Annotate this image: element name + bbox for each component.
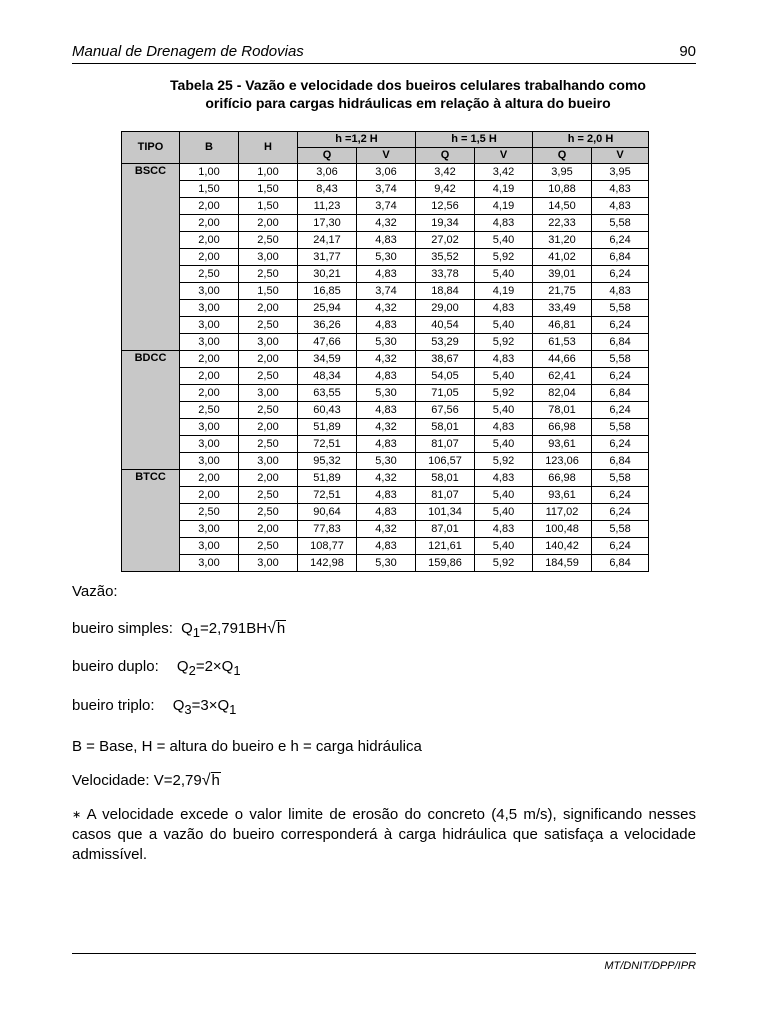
table-cell: 1,00 [239, 164, 298, 181]
table-cell: 4,32 [357, 351, 416, 368]
table-cell: 4,19 [475, 283, 533, 300]
table-cell: 4,83 [357, 504, 416, 521]
group-header-1-5h: h = 1,5 H [416, 132, 533, 148]
table-cell: 5,58 [592, 419, 649, 436]
table-cell: 3,06 [357, 164, 416, 181]
table-cell: 6,24 [592, 402, 649, 419]
asterisk-icon: ∗ [72, 809, 82, 821]
formula-duplo-expr [176, 658, 241, 678]
table-cell: 2,50 [239, 436, 298, 453]
table-cell: 6,84 [592, 385, 649, 402]
table-cell: 4,83 [475, 215, 533, 232]
table-cell: 14,50 [533, 198, 592, 215]
table-row [122, 334, 649, 351]
formula-duplo [72, 657, 241, 681]
formula-simples-expr [181, 620, 286, 640]
table-row [122, 453, 649, 470]
table-cell: 47,66 [298, 334, 357, 351]
formula-velocidade [72, 771, 221, 791]
formula-duplo-label: bueiro duplo: [72, 658, 159, 675]
col-header-tipo: TIPO [122, 132, 180, 164]
table-cell: 6,24 [592, 232, 649, 249]
table-cell: 4,83 [592, 283, 649, 300]
table-cell: 54,05 [416, 368, 475, 385]
table-cell: 4,19 [475, 181, 533, 198]
sub-header-v: V [357, 148, 416, 164]
table-cell: 5,92 [475, 249, 533, 266]
table-cell: 5,40 [475, 317, 533, 334]
table-cell: 3,95 [592, 164, 649, 181]
table-cell: 2,50 [239, 538, 298, 555]
sqrt-symbol: √h [267, 620, 286, 637]
table-cell: 5,40 [475, 368, 533, 385]
table-cell: 40,54 [416, 317, 475, 334]
table-row [122, 419, 649, 436]
table-cell: 4,83 [357, 368, 416, 385]
table-row [122, 521, 649, 538]
table-cell: 5,58 [592, 215, 649, 232]
table-cell: 72,51 [298, 487, 357, 504]
sqrt-symbol: √h [201, 772, 220, 789]
table-cell: 10,88 [533, 181, 592, 198]
table-cell: 95,32 [298, 453, 357, 470]
table-row [122, 385, 649, 402]
table-body [122, 164, 649, 572]
table-cell: 106,57 [416, 453, 475, 470]
table-cell: 39,01 [533, 266, 592, 283]
table-cell: 2,00 [180, 487, 239, 504]
table-cell: 4,83 [357, 402, 416, 419]
table-cell: 4,32 [357, 419, 416, 436]
table-cell: 6,24 [592, 317, 649, 334]
table-cell: 46,81 [533, 317, 592, 334]
table-cell: 3,00 [239, 453, 298, 470]
table-cell: 1,50 [180, 181, 239, 198]
table-cell: 123,06 [533, 453, 592, 470]
table-cell: 81,07 [416, 487, 475, 504]
table-cell: 93,61 [533, 487, 592, 504]
table-cell: 6,24 [592, 436, 649, 453]
table-cell: 6,84 [592, 555, 649, 572]
table-cell: 140,42 [533, 538, 592, 555]
table-row [122, 504, 649, 521]
table-cell: 24,17 [298, 232, 357, 249]
table-cell: 4,83 [357, 436, 416, 453]
table-cell: 11,23 [298, 198, 357, 215]
table-cell: 51,89 [298, 470, 357, 487]
footer-label: MT/DNIT/DPP/IPR [604, 960, 696, 972]
table-cell: 4,83 [357, 487, 416, 504]
table-cell: 101,34 [416, 504, 475, 521]
table-row [122, 436, 649, 453]
table-cell: 2,50 [239, 232, 298, 249]
table-cell: 2,00 [239, 521, 298, 538]
table-cell: 5,58 [592, 470, 649, 487]
table-cell: 2,00 [239, 419, 298, 436]
formula-simples-lhs: Q [181, 620, 193, 637]
table-cell: 4,83 [475, 351, 533, 368]
table-cell: 25,94 [298, 300, 357, 317]
formula-triplo-rhs: =3×Q [191, 697, 230, 714]
table-cell: 87,01 [416, 521, 475, 538]
table-row [122, 198, 649, 215]
velocity-note-text: A velocidade excede o valor limite de erosão do concreto (4,5 m/s), significando nesses casos que a vazão do bueiro corresponderá à carga hidráulica que satisfaça a velocidade admissível. [72, 806, 697, 863]
table-cell: 4,83 [357, 232, 416, 249]
table-cell: 6,84 [592, 453, 649, 470]
table-cell: 35,52 [416, 249, 475, 266]
table-cell: 3,00 [180, 453, 239, 470]
table-cell: 17,30 [298, 215, 357, 232]
table-cell: 18,84 [416, 283, 475, 300]
table-cell: 4,83 [475, 470, 533, 487]
group-header-1-2h: h =1,2 H [298, 132, 416, 148]
table-cell: 142,98 [298, 555, 357, 572]
formula-triplo-label: bueiro triplo: [72, 697, 155, 714]
table-cell: 4,83 [475, 300, 533, 317]
table-cell: 61,53 [533, 334, 592, 351]
table-cell: 5,92 [475, 334, 533, 351]
table-cell: 38,67 [416, 351, 475, 368]
culvert-type-cell: BSCC [122, 164, 180, 351]
table-cell: 4,32 [357, 215, 416, 232]
table-cell: 3,74 [357, 181, 416, 198]
table-cell: 82,04 [533, 385, 592, 402]
table-cell: 4,32 [357, 521, 416, 538]
table-cell: 58,01 [416, 419, 475, 436]
formula-duplo-lhs: Q [176, 658, 189, 675]
table-cell: 159,86 [416, 555, 475, 572]
table-caption [130, 76, 686, 112]
col-header-b: B [180, 132, 239, 164]
table-row [122, 402, 649, 419]
table-row [122, 555, 649, 572]
table-cell: 2,00 [180, 232, 239, 249]
table-cell: 5,40 [475, 232, 533, 249]
table-cell: 5,30 [357, 385, 416, 402]
table-cell: 4,32 [357, 300, 416, 317]
formula-velocidade-label: Velocidade: [72, 772, 150, 789]
table-cell: 5,58 [592, 521, 649, 538]
table-cell: 2,00 [180, 249, 239, 266]
table-cell: 4,83 [475, 521, 533, 538]
table-cell: 78,01 [533, 402, 592, 419]
velocity-note [72, 805, 696, 865]
table-cell: 3,95 [533, 164, 592, 181]
table-cell: 5,40 [475, 402, 533, 419]
table-cell: 3,00 [180, 334, 239, 351]
table-cell: 6,24 [592, 538, 649, 555]
table-row [122, 300, 649, 317]
formula-simples-root: h [276, 620, 286, 637]
vazao-label: Vazão: [72, 583, 118, 600]
table-cell: 2,50 [180, 402, 239, 419]
formula-velocidade-rhs: V=2,79 [153, 772, 202, 789]
table-cell: 4,83 [357, 266, 416, 283]
table-cell: 2,50 [239, 402, 298, 419]
table-cell: 93,61 [533, 436, 592, 453]
table-row [122, 181, 649, 198]
table-cell: 3,00 [239, 249, 298, 266]
table-cell: 5,40 [475, 436, 533, 453]
table-cell: 5,30 [357, 453, 416, 470]
table-cell: 4,83 [475, 419, 533, 436]
table-cell: 5,92 [475, 555, 533, 572]
table-cell: 2,00 [180, 215, 239, 232]
table-cell: 58,01 [416, 470, 475, 487]
table-row [122, 164, 649, 181]
caption-line-2: orifício para cargas hidráulicas em relação à altura do bueiro [205, 95, 611, 111]
formula-triplo-expr [172, 697, 237, 717]
table-cell: 3,42 [416, 164, 475, 181]
table-cell: 5,40 [475, 266, 533, 283]
table-cell: 3,00 [239, 385, 298, 402]
table-cell: 2,50 [239, 317, 298, 334]
culvert-type-cell: BTCC [122, 470, 180, 572]
formula-triplo-rhs-sub: 1 [229, 702, 237, 717]
table-cell: 27,02 [416, 232, 475, 249]
table-cell: 63,55 [298, 385, 357, 402]
table-cell: 4,83 [357, 538, 416, 555]
table-cell: 22,33 [533, 215, 592, 232]
sub-header-v: V [592, 148, 649, 164]
formula-triplo [72, 696, 236, 720]
table-row [122, 368, 649, 385]
table-cell: 6,84 [592, 334, 649, 351]
table-row [122, 283, 649, 300]
table-cell: 5,92 [475, 453, 533, 470]
table-cell: 1,50 [239, 198, 298, 215]
table-cell: 1,00 [180, 164, 239, 181]
table-cell: 3,42 [475, 164, 533, 181]
table-cell: 5,40 [475, 487, 533, 504]
table-cell: 29,00 [416, 300, 475, 317]
formula-triplo-lhs: Q [172, 697, 185, 714]
table-row [122, 538, 649, 555]
table-cell: 6,24 [592, 368, 649, 385]
table-cell: 3,00 [180, 538, 239, 555]
table-cell: 8,43 [298, 181, 357, 198]
table-cell: 121,61 [416, 538, 475, 555]
table-cell: 3,06 [298, 164, 357, 181]
table-cell: 67,56 [416, 402, 475, 419]
table-cell: 2,50 [239, 487, 298, 504]
table-row [122, 266, 649, 283]
caption-line-1: Tabela 25 - Vazão e velocidade dos bueiros celulares trabalhando como [170, 77, 646, 93]
table-cell: 44,66 [533, 351, 592, 368]
table-cell: 2,00 [180, 470, 239, 487]
table-cell: 2,00 [180, 351, 239, 368]
table-row [122, 470, 649, 487]
page-number: 90 [679, 43, 696, 60]
table-cell: 2,50 [180, 266, 239, 283]
table-cell: 4,83 [357, 317, 416, 334]
table-cell: 184,59 [533, 555, 592, 572]
table-row [122, 215, 649, 232]
table-cell: 4,32 [357, 470, 416, 487]
table-cell: 77,83 [298, 521, 357, 538]
table-cell: 33,78 [416, 266, 475, 283]
table-cell: 108,77 [298, 538, 357, 555]
formula-triplo-sub: 3 [184, 702, 192, 717]
table-cell: 4,83 [592, 198, 649, 215]
table-cell: 16,85 [298, 283, 357, 300]
table-cell: 6,84 [592, 249, 649, 266]
formula-duplo-rhs: =2×Q [195, 658, 234, 675]
table-cell: 6,24 [592, 504, 649, 521]
table-cell: 66,98 [533, 419, 592, 436]
table-cell: 3,00 [180, 521, 239, 538]
table-row [122, 249, 649, 266]
table-cell: 2,50 [239, 368, 298, 385]
table-cell: 9,42 [416, 181, 475, 198]
table-cell: 2,00 [239, 215, 298, 232]
table-row [122, 317, 649, 334]
table-cell: 3,00 [180, 436, 239, 453]
table-cell: 5,58 [592, 300, 649, 317]
table-cell: 51,89 [298, 419, 357, 436]
table-cell: 2,00 [239, 300, 298, 317]
table-cell: 19,34 [416, 215, 475, 232]
table-cell: 100,48 [533, 521, 592, 538]
table-cell: 5,58 [592, 351, 649, 368]
table-cell: 3,00 [180, 283, 239, 300]
table-cell: 34,59 [298, 351, 357, 368]
table-cell: 33,49 [533, 300, 592, 317]
table-cell: 62,41 [533, 368, 592, 385]
table-cell: 3,00 [180, 419, 239, 436]
table-cell: 3,00 [180, 300, 239, 317]
table-cell: 30,21 [298, 266, 357, 283]
table-cell: 4,19 [475, 198, 533, 215]
formula-simples-label: bueiro simples: [72, 620, 173, 637]
page-header [72, 42, 696, 64]
flow-velocity-table [121, 131, 649, 572]
table-cell: 2,50 [180, 504, 239, 521]
table-cell: 36,26 [298, 317, 357, 334]
table-cell: 117,02 [533, 504, 592, 521]
table-cell: 3,00 [239, 555, 298, 572]
table-cell: 5,30 [357, 555, 416, 572]
table-cell: 53,29 [416, 334, 475, 351]
table-cell: 5,40 [475, 504, 533, 521]
sub-header-q: Q [298, 148, 357, 164]
formula-simples [72, 619, 286, 643]
formula-simples-sub: 1 [192, 625, 200, 640]
table-cell: 5,92 [475, 385, 533, 402]
table-row [122, 232, 649, 249]
table-cell: 90,64 [298, 504, 357, 521]
document-title: Manual de Drenagem de Rodovias [72, 43, 304, 60]
sub-header-q: Q [533, 148, 592, 164]
table-row [122, 487, 649, 504]
table-cell: 81,07 [416, 436, 475, 453]
col-header-h: H [239, 132, 298, 164]
table-cell: 66,98 [533, 470, 592, 487]
table-cell: 2,00 [180, 198, 239, 215]
table-cell: 31,77 [298, 249, 357, 266]
table-cell: 1,50 [239, 283, 298, 300]
formula-simples-rhs: =2,791BH [199, 620, 268, 637]
table-row [122, 351, 649, 368]
sub-header-v: V [475, 148, 533, 164]
footer-divider [72, 953, 696, 954]
variables-legend: B = Base, H = altura do bueiro e h = carga hidráulica [72, 738, 422, 755]
table-cell: 21,75 [533, 283, 592, 300]
table-cell: 5,40 [475, 538, 533, 555]
table-cell: 6,24 [592, 487, 649, 504]
table-cell: 5,30 [357, 249, 416, 266]
table-cell: 72,51 [298, 436, 357, 453]
table-cell: 71,05 [416, 385, 475, 402]
table-cell: 2,00 [180, 368, 239, 385]
table-cell: 31,20 [533, 232, 592, 249]
table-cell: 3,00 [239, 334, 298, 351]
culvert-type-cell: BDCC [122, 351, 180, 470]
table-cell: 2,50 [239, 266, 298, 283]
table-cell: 2,50 [239, 504, 298, 521]
table-cell: 3,74 [357, 198, 416, 215]
table-cell: 3,00 [180, 555, 239, 572]
table-cell: 4,83 [592, 181, 649, 198]
formula-velocidade-expr [154, 772, 221, 789]
table-cell: 2,00 [180, 385, 239, 402]
table-cell: 41,02 [533, 249, 592, 266]
table-cell: 12,56 [416, 198, 475, 215]
table-cell: 2,00 [239, 351, 298, 368]
group-header-2-0h: h = 2,0 H [533, 132, 649, 148]
table-cell: 5,30 [357, 334, 416, 351]
table-cell: 60,43 [298, 402, 357, 419]
table-cell: 3,74 [357, 283, 416, 300]
formula-velocidade-root: h [211, 772, 220, 789]
table-cell: 1,50 [239, 181, 298, 198]
table-cell: 48,34 [298, 368, 357, 385]
table-cell: 2,00 [239, 470, 298, 487]
sub-header-q: Q [416, 148, 475, 164]
formula-duplo-sub: 2 [188, 663, 196, 678]
formula-duplo-rhs-sub: 1 [233, 663, 241, 678]
table-cell: 3,00 [180, 317, 239, 334]
table-cell: 6,24 [592, 266, 649, 283]
